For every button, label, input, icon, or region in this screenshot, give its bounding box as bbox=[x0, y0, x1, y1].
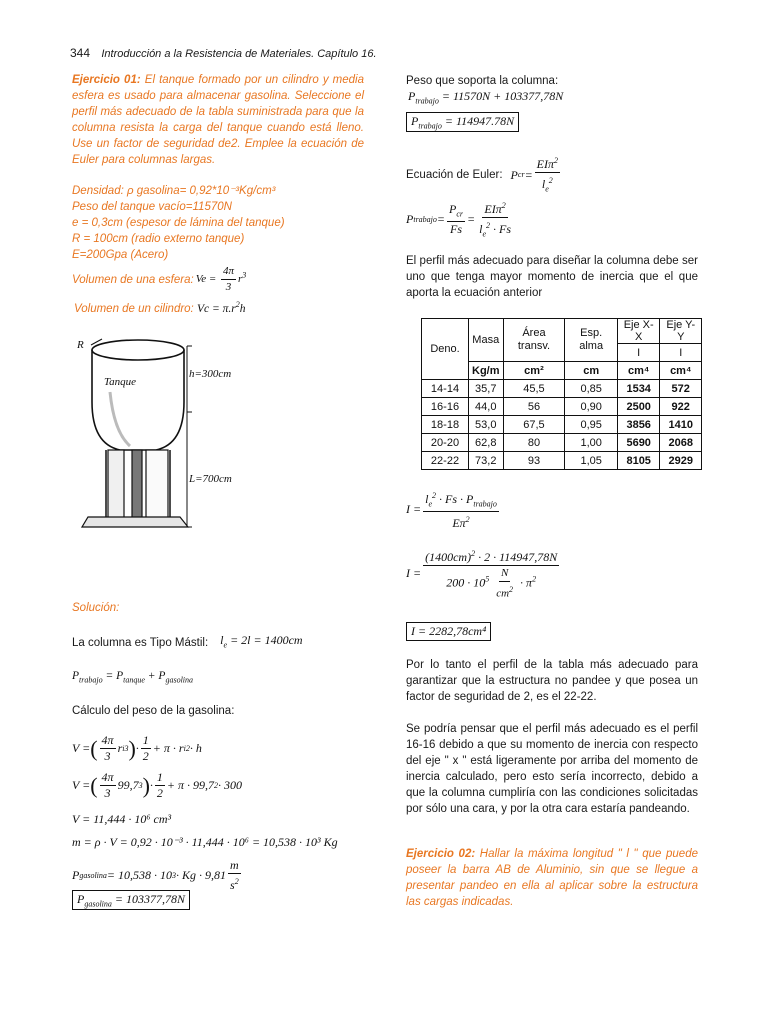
volume-eq-1: V = ( $\frac{4\pi}{3}$ r i 3 ) · $\frac{1}{2}$ + π · r i 2 · h bbox=[72, 733, 202, 763]
cell: 1,00 bbox=[565, 434, 618, 452]
sphere-volume-line bbox=[72, 264, 246, 295]
load-result: $P_{trabajo} = 114947.78N$ bbox=[406, 112, 519, 132]
cell: 35,7 bbox=[469, 380, 504, 398]
table-row bbox=[422, 416, 702, 434]
header-eje-x: Eje X-X bbox=[617, 319, 660, 344]
mass-eq: m = ρ · V = 0,92 · 10⁻³ · 11,444 · 10⁶ = 10,538 · 10³ Kg bbox=[72, 835, 338, 849]
cylinder-volume-line bbox=[74, 297, 245, 317]
remark-text: Se podría pensar que el perfil más adecuado es el perfil 16-16 debido a que su momento de inercia con respecto del eje " x " está ligeramente por arriba del momento de inercia calculado, pero esto sería incorrecto, debido a que la columna cumpliría con las condiciones solicitadas por sólo una cara, y por la otra cara estaría pandeando. bbox=[406, 723, 698, 815]
cell: 0,85 bbox=[565, 380, 618, 398]
p-gasolina-value: = 103377,78N bbox=[114, 892, 186, 906]
exercise-2-text: Hallar la máxima longitud " l " que puede poseer la barra AB de Aluminio, sin que se llegue a presentar pandeo en ella al aplicar sobre la estructura las cargas indicadas. bbox=[406, 848, 698, 908]
header-masa: Masa bbox=[469, 319, 504, 362]
exercise-1-text: El tanque formado por un cilindro y media esfera es usado para almacenar gasolina. Seleccione el perfil más adecuado de la tabla suministrada para que la columna resista la carga del tanque cuando está lleno. Use un factor de seguridad de2. Emplee la ecuación de Euler para columnas largas. bbox=[72, 74, 364, 166]
header-area: Área transv. bbox=[503, 319, 565, 362]
cell: 1410 bbox=[660, 416, 702, 434]
load-title: Peso que soporta la columna: bbox=[406, 75, 559, 87]
cell: 2500 bbox=[617, 398, 660, 416]
cell: 1534 bbox=[617, 380, 660, 398]
data-line: Peso del tanque vacío=11570N bbox=[72, 201, 232, 213]
cell: 22-22 bbox=[422, 452, 469, 470]
unit-masa: Kg/m bbox=[469, 362, 504, 380]
cell: 44,0 bbox=[469, 398, 504, 416]
cell: 18-18 bbox=[422, 416, 469, 434]
cell: 73,2 bbox=[469, 452, 504, 470]
cell: 2068 bbox=[660, 434, 702, 452]
euler-label: Ecuación de Euler: bbox=[406, 168, 503, 181]
exercise-2-statement bbox=[406, 846, 698, 910]
table-row bbox=[422, 452, 702, 470]
unit-iy: cm⁴ bbox=[660, 362, 702, 380]
cell: 93 bbox=[503, 452, 565, 470]
le-equation: $l_e = 2l = 1400cm$ bbox=[220, 633, 303, 650]
cell: 45,5 bbox=[503, 380, 565, 398]
p-gasolina-eq: P gasolina = 10,538 · 10 3 · Kg · 9,81 $\frac{m}{s^2}$ bbox=[72, 858, 239, 892]
sphere-label: Volumen de una esfera: bbox=[72, 273, 194, 286]
volume-eq-2: V = ( $\frac{4\pi}{3}$ 99,7 3 ) · $\frac{1}{2}$ + π · 99,7 2 · 300 bbox=[72, 770, 242, 800]
table-row bbox=[422, 434, 702, 452]
figure-r-label: R bbox=[77, 339, 84, 351]
inertia-formula: I = $\frac{l_e^2 \cdot Fs \cdot P_{trabajo}}{E\pi^2}$ bbox=[406, 488, 501, 531]
cell: 922 bbox=[660, 398, 702, 416]
header-ix: I bbox=[617, 344, 660, 362]
volume-eq-3: V = 11,444 · 10⁶ cm³ bbox=[72, 812, 172, 826]
sphere-formula: Ve = $\frac{4\pi}{3}$ $r^3$ bbox=[195, 265, 247, 293]
exercise-1-statement bbox=[72, 72, 364, 168]
data-line: R = 100cm (radio externo tanque) bbox=[72, 233, 245, 245]
design-equation: P trabajo = $\frac{P_{cr}}{Fs}$ = $\frac{EI\pi^2}{l_e^2 \cdot Fs}$ bbox=[406, 198, 515, 241]
cell: 56 bbox=[503, 398, 565, 416]
cell: 572 bbox=[660, 380, 702, 398]
gasoline-weight-title: Cálculo del peso de la gasolina: bbox=[72, 705, 235, 717]
cylinder-formula: $Vc = \pi.r^2h$ bbox=[196, 300, 246, 315]
cell: 0,90 bbox=[565, 398, 618, 416]
cell: 3856 bbox=[617, 416, 660, 434]
page-header bbox=[70, 46, 377, 60]
load-equation-value: = 11570N + 103377,78N bbox=[441, 89, 564, 103]
data-line: E=200Gpa (Acero) bbox=[72, 249, 169, 261]
load-result-value: = 114947.78N bbox=[444, 114, 515, 128]
table-row bbox=[422, 380, 702, 398]
data-line: e = 0,3cm (espesor de lámina del tanque) bbox=[72, 217, 285, 229]
unit-esp: cm bbox=[565, 362, 618, 380]
conclusion-text: Por lo tanto el perfil de la tabla más adecuado para garantizar que la estructura no pandee y que posea un factor de seguridad de 2, es el 22-22. bbox=[406, 659, 698, 703]
cell: 53,0 bbox=[469, 416, 504, 434]
table-header-row bbox=[422, 319, 702, 344]
unit-area: cm² bbox=[503, 362, 565, 380]
unit-ix: cm⁴ bbox=[617, 362, 660, 380]
header-iy: I bbox=[660, 344, 702, 362]
p-gasolina-result: $P_{gasolina} = 103377,78N$ bbox=[72, 890, 190, 910]
table-row bbox=[422, 398, 702, 416]
exercise-1-label: Ejercicio 01: bbox=[72, 74, 141, 86]
inertia-substitution: I = $(1400cm)^2 \cdot 2 \cdot 114947,78N$ $200 \cdot 10^5$ $\frac{N}{cm^2}$ · $\pi^2$ bbox=[406, 546, 561, 602]
header-esp: Esp. alma bbox=[565, 319, 618, 362]
euler-formula: P cr = $\frac{EI\pi^2}{l_e^2}$ bbox=[511, 153, 562, 196]
cell: 62,8 bbox=[469, 434, 504, 452]
solution-label: Solución: bbox=[72, 602, 120, 614]
cell: 5690 bbox=[617, 434, 660, 452]
figure-l-label: L=700cm bbox=[189, 473, 232, 485]
exercise-2-label: Ejercicio 02: bbox=[406, 848, 476, 860]
cell: 80 bbox=[503, 434, 565, 452]
p-trabajo-equation: $P_{trabajo} = P_{tanque} + P_{gasolina}$ bbox=[72, 670, 194, 685]
profiles-table bbox=[421, 318, 702, 470]
euler-line bbox=[406, 153, 562, 196]
exercise-1-data bbox=[72, 183, 372, 263]
cell: 8105 bbox=[617, 452, 660, 470]
figure-h-label: h=300cm bbox=[189, 368, 232, 380]
column-type-line bbox=[72, 632, 303, 653]
cell: 14-14 bbox=[422, 380, 469, 398]
cell: 16-16 bbox=[422, 398, 469, 416]
load-equation: $P_{trabajo} = 11570N + 103377,78N$ bbox=[408, 89, 564, 106]
cell: 67,5 bbox=[503, 416, 565, 434]
data-line: Densidad: ρ gasolina= 0,92*10⁻³Kg/cm³ bbox=[72, 185, 276, 197]
cell: 0,95 bbox=[565, 416, 618, 434]
cell: 2929 bbox=[660, 452, 702, 470]
column-type-label: La columna es Tipo Mástil: bbox=[72, 636, 209, 649]
page-number: 344 bbox=[70, 46, 91, 60]
chapter-title: Introducción a la Resistencia de Materiales. Capítulo 16. bbox=[101, 48, 377, 60]
cell: 20-20 bbox=[422, 434, 469, 452]
header-eje-y: Eje Y-Y bbox=[660, 319, 702, 344]
figure-tank-label: Tanque bbox=[104, 376, 136, 388]
tank-figure bbox=[70, 332, 280, 550]
header-deno: Deno. bbox=[422, 319, 469, 380]
cylinder-label: Volumen de un cilindro: bbox=[74, 302, 194, 315]
cell: 1,05 bbox=[565, 452, 618, 470]
design-text: El perfil más adecuado para diseñar la columna debe ser uno que tenga mayor momento de inercia que el que aporta la ecuación anterior bbox=[406, 255, 698, 299]
inertia-result: I = 2282,78cm⁴ bbox=[406, 622, 491, 641]
